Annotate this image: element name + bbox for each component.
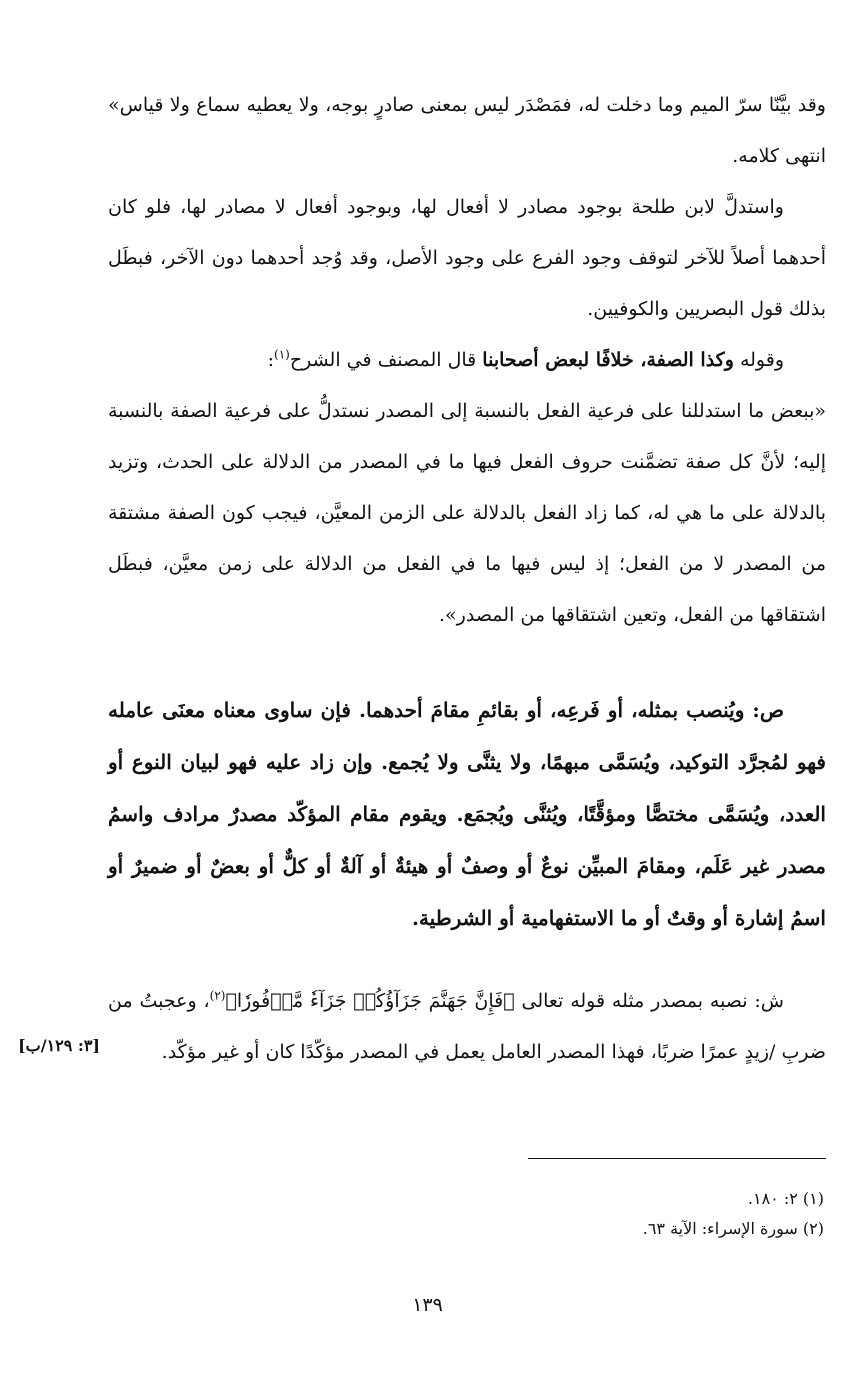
- manuscript-margin-reference: [٣: ١٢٩/ب]: [18, 1036, 100, 1055]
- sharh-intro: ش: نصبه بمصدر مثله قوله تعالى: [514, 990, 784, 1012]
- footnote-1: (١) ٢: ١٨٠.: [747, 1189, 824, 1208]
- quran-verse: ﴿فَإِنَّ جَهَنَّمَ جَزَآؤُكُمۡ جَزَآءٗ مَّوۡفُورٗا﴾: [225, 990, 515, 1012]
- quote-paragraph: «ببعض ما استدللنا على فرعية الفعل بالنسبة إلى المصدر نستدلُّ على فرعية الصفة بالنسبة إليه؛ لأنَّ كل صفة تضمَّنت حروف الفعل فيها ما في المصدر من الدلالة على الحدث، وتزيد بالدلالة على ما هي له، كما زاد الفعل بالدلالة على الزمن المعيَّن، فيجب كون الصفة مشتقة من المصدر لا من الفعل؛ إذ ليس فيها ما في الفعل من الدلالة على زمن معيَّن، فبطَل اشتقاقها من الفعل، وتعين اشتقاقها من المصدر».: [108, 400, 826, 626]
- paragraph-3: [108, 335, 826, 386]
- paragraph-3-end: :: [267, 349, 275, 371]
- body-text-top: [108, 80, 826, 641]
- sharh-block: [108, 976, 826, 1078]
- sharh-rest: ، وعجبتُ من ضربِ /زيدٍ عمرًا ضربًا، فهذا المصدر العامل يعمل في المصدر مؤكّدًا كان أو غير مؤكّد.: [108, 990, 826, 1063]
- footnote-2: (٢) سورة الإسراء: الآية ٦٣.: [642, 1219, 824, 1238]
- footnote-marker-1: (١): [274, 347, 290, 362]
- paragraph-3-rest: قال المصنف في الشرح: [289, 349, 483, 371]
- footnotes: [300, 1184, 824, 1244]
- matn-block: [108, 684, 826, 944]
- paragraph-3-intro: وقوله: [733, 349, 784, 371]
- paragraph-3-bold-quote: وكذا الصفة، خلافًا لبعض أصحابنا: [482, 349, 734, 371]
- paragraph-2: واستدلَّ لابن طلحة بوجود مصادر لا أفعال لها، وبوجود أفعال لا مصادر لها، فلو كان أحدهما أصلاً للآخر لتوقف وجود الفرع على وجود الأصل، وقد وُجد أحدهما دون الآخر، فبطَل بذلك قول البصريين والكوفيين.: [108, 196, 826, 320]
- footnote-divider: [528, 1158, 826, 1159]
- page-number: ١٣٩: [412, 1294, 443, 1316]
- matn-paragraph: ص: ويُنصب بمثله، أو فَرعِه، أو بقائمِ مقامَ أحدهما. فإن ساوى معناه معنَى عامله فهو لمُجرَّد التوكيد، ويُسَمَّى مبهمًا، ولا يثنَّى ولا يُجمع. وإن زاد عليه فهو لبيان النوع أو العدد، ويُسَمَّى مختصًّا ومؤقَّتًا، ويُثنَّى ويُجمَع. ويقوم مقام المؤكّد مصدرٌ مرادف واسمُ مصدر غير عَلَم، ومقامَ المبيِّن نوعٌ أو وصفٌ أو هيئةٌ أو آلةٌ أو كلٌّ أو بعضٌ أو ضميرٌ أو اسمُ إشارة أو وقتٌ أو ما الاستفهامية أو الشرطية.: [108, 698, 826, 930]
- footnote-marker-2: (٢): [209, 988, 226, 1003]
- paragraph-1: وقد بيَّنّا سرّ الميم وما دخلت له، فمَصْدَر ليس بمعنى صادرٍ بوجه، ولا يعطيه سماع ولا قياس» انتهى كلامه.: [108, 94, 826, 167]
- sharh-paragraph: [108, 976, 826, 1078]
